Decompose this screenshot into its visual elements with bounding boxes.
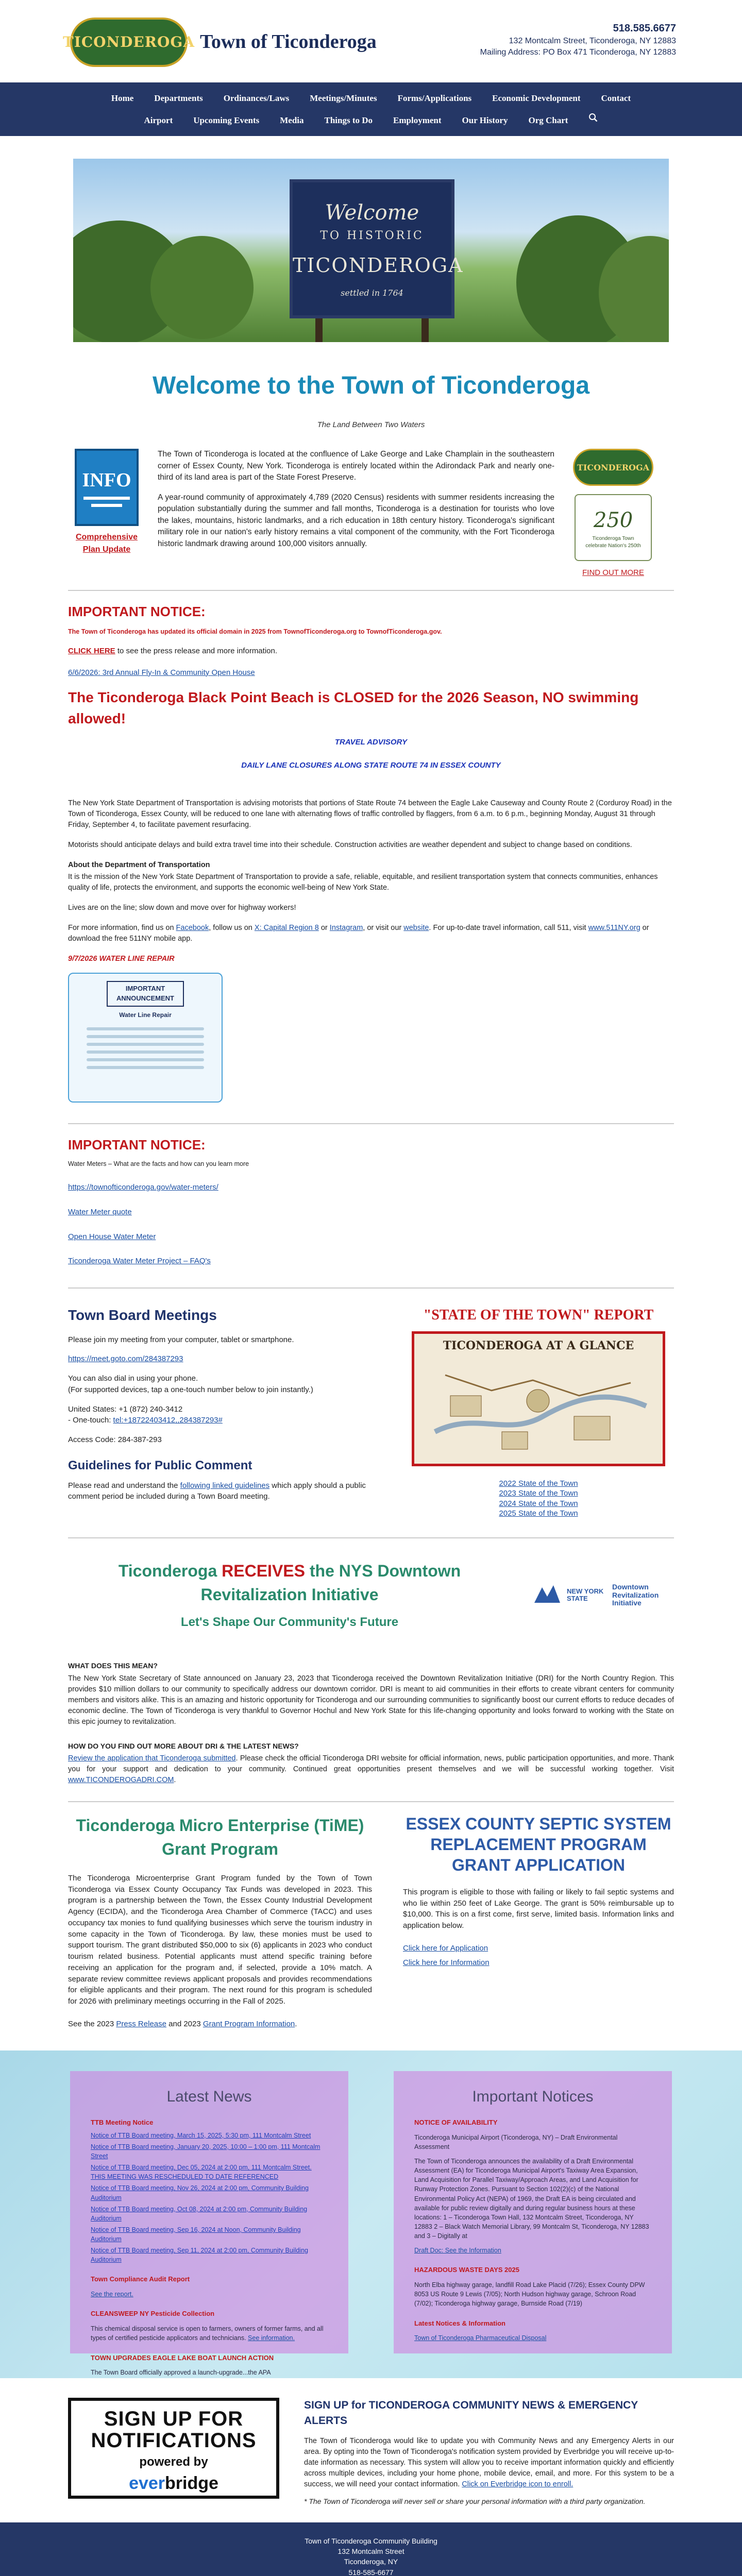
news-link[interactable]: Notice of TTB Board meeting, Sep 11, 2024 at 2:00 pm, Community Building Auditorium <box>91 2247 308 2264</box>
notice-title: IMPORTANT NOTICE: <box>68 604 206 620</box>
time-grant-paragraph: The Ticonderoga Microenterprise Grant Program funded by the Town of Town Ticonderoga via Essex County Occupancy Tax Funds was developed in 2023. This program is a partnership between the Town, the Essex County Industrial Development Agency (ECIDA), and the Ticonderoga Area Chamber of Commerce (TACC) and uses occupancy tax monies to fund qualifying businesses which serve the tourism industry in some capacity in the Town of Ticonderoga. By law, these monies must be used to support tourism. The grant distributed $50,000 to six (6) applicants in 2023 who conduct tourism related business. Potential applicants must attend specific training before receiving an application for the program and, if selected, provide a 10% match. A separate review committee reviews applicant proposals and provides recommendations for eligible applicants and their program. The next round for this program is scheduled for 2026 with preliminary meetings occurring in the Fall of 2025. <box>68 1873 372 2006</box>
sotr-2023-link[interactable]: 2023 State of the Town <box>499 1489 578 1498</box>
dot5-text: or <box>318 924 330 933</box>
list-item <box>91 2183 328 2202</box>
nav-contact[interactable]: Contact <box>601 93 631 103</box>
beach-closed-notice: The Ticonderoga Black Point Beach is CLOSED for the 2026 Season, NO swimming allowed! <box>68 689 639 726</box>
info-bar <box>83 497 130 500</box>
airport-ea-text: The Town of Ticonderoga announces the availability of a Draft Environmental Assessment (EA) for Ticonderoga Municipal Airport's Taxiway Area Expansion, Land Acquisition for Parallel Taxiway/Approach Areas, and Land Acquisition for Runway Protection Zones. Pursuant to Section 102(2)(c) of the National Environmental Policy Act (NEPA) of 1969, the Draft EA is being circulated and available for public review digitally and during regular business hours at these locations: 1 – Ticonderoga Town Hall, 132 Montcalm Street, Ticonderoga, NY 12883 2 – Black Watch Memorial Library, 99 Montcalm St, Ticonderoga, NY 12883 and 3 – Digitally at <box>414 2158 649 2240</box>
info-column <box>68 449 145 579</box>
public-comment-text <box>68 1480 372 1503</box>
audit-report-link[interactable]: See the report. <box>91 2291 133 2298</box>
dot-paragraph-5 <box>68 923 674 944</box>
dri-header <box>68 1559 674 1632</box>
news-link[interactable]: Notice of TTB Board meeting, Dec 05, 2024 at 2:00 pm, 111 Montcalm Street. THIS MEETING WAS RESCHEDULED TO DATE REFERENCED <box>91 2164 312 2181</box>
ticonderoga-emblem: TICONDEROGA <box>573 449 653 486</box>
septic-grant-column <box>403 1814 674 2030</box>
nav-airport[interactable]: Airport <box>144 115 173 125</box>
latest-notices-heading: Latest Notices & Information <box>414 2319 505 2327</box>
dri-title <box>68 1559 511 1632</box>
town-board-one-touch <box>68 1415 372 1426</box>
water-meter-faq-link[interactable]: Ticonderoga Water Meter Project – FAQ's <box>68 1257 211 1266</box>
welcome-sign <box>290 179 464 318</box>
site-header <box>0 0 742 82</box>
site-title[interactable]: Town of Ticonderoga <box>200 31 377 53</box>
septic-application-link[interactable]: Click here for Application <box>403 1943 488 1953</box>
notice-title-2: IMPORTANT NOTICE: <box>68 1137 206 1153</box>
grants-section <box>68 1814 674 2030</box>
dri-section <box>68 1537 674 1802</box>
everbridge-section <box>68 2398 674 2522</box>
at-a-glance-map[interactable] <box>412 1331 665 1466</box>
divider <box>68 590 674 591</box>
nav-upcoming-events[interactable]: Upcoming Events <box>193 115 260 125</box>
airport-ea-title: Ticonderoga Municipal Airport (Ticonderoga, NY) – Draft Environmental Assessment <box>414 2133 618 2150</box>
dot5-text: or download the free 511NY mobile app. <box>68 924 649 943</box>
water-meters-subtitle: Water Meters – What are the facts and how can you learn more <box>68 1160 249 1167</box>
notice-section-2 <box>68 1136 674 1289</box>
time-links-end: . <box>295 2019 297 2028</box>
nav-row-1 <box>0 88 742 110</box>
time-links-pre: See the 2023 <box>68 2019 116 2028</box>
sotr-2022-link[interactable]: 2022 State of the Town <box>499 1479 578 1488</box>
latest-news-panel <box>70 2071 348 2377</box>
dri-subtitle: Let's Shape Our Community's Future <box>180 1615 399 1630</box>
footer-line: Town of Ticonderoga Community Building <box>305 2536 437 2545</box>
seal-sub: celebrate Nation's 250th <box>585 543 641 549</box>
time-links-mid: and 2023 <box>166 2019 203 2028</box>
click-here-line <box>68 646 674 657</box>
everbridge-logo-b: bridge <box>165 2473 218 2494</box>
footer-phone[interactable]: 518-585-6677 <box>348 2568 394 2576</box>
dri-application-link[interactable]: Review the application that Ticonderoga submitted <box>68 1754 236 1762</box>
list-item <box>91 2205 328 2223</box>
public-comment-post: which apply should a public comment period be included during a Town Board meeting. <box>68 1481 366 1501</box>
public-comment-title: Guidelines for Public Comment <box>68 1458 252 1472</box>
town-board-column <box>68 1305 372 1519</box>
septic-information-link[interactable]: Click here for Information <box>403 1958 490 1967</box>
sign-to-historic: TO HISTORIC <box>320 229 424 242</box>
boat-launch-heading: TOWN UPGRADES EAGLE LAKE BOAT LAUNCH ACTION <box>91 2353 274 2362</box>
everbridge-title: SIGN UP for TICONDEROGA COMMUNITY NEWS & EMERGENCY ALERTS <box>304 2399 638 2427</box>
important-notices-title: Important Notices <box>472 2088 594 2105</box>
intro-paragraph-2: A year-round community of approximately 4,789 (2020 Census) residents with summer residents increasing the population substantially during the summer and fall months, Ticonderoga is a destination for tourists who love the lakes, mountains, historic landmarks, and a rich education in 18th century history. Ticonderoga's significant military role in our nation's early history remains a vital component of the community, with the Fort Ticonderoga historic landmark drawing around 100,000 visitors annually. <box>158 493 554 548</box>
info-icon[interactable] <box>75 449 139 526</box>
list-item <box>91 2246 328 2264</box>
dri-how-paragraph <box>68 1753 674 1786</box>
everbridge-signup-banner[interactable] <box>68 2398 279 2499</box>
ttb-meeting-heading: TTB Meeting Notice <box>91 2119 154 2126</box>
boat-launch-text: The Town Board officially approved a launch-upgrade...the APA <box>91 2369 271 2377</box>
info-label: INFO <box>82 469 131 491</box>
important-notices-panel <box>394 2071 672 2353</box>
info-bar <box>91 504 122 507</box>
list-item <box>91 2142 328 2161</box>
public-comment-pre: Please read and understand the <box>68 1481 180 1490</box>
cleansweep-text <box>91 2324 328 2343</box>
state-of-town-column <box>403 1305 674 1519</box>
list-item <box>91 2131 328 2140</box>
list-item <box>91 2225 328 2244</box>
everbridge-desc: The Town of Ticonderoga would like to update you with Community News and any Emergency Alerts in our area. By opting into the Town of Ticonderoga's notification system provided by Everbridge you will receive up-to-date information as necessary. This system will allow you to receive important information quickly and efficiently across multiple devices, including your home phone, mobile device, email, and more. For this system to be a success, we will need your contact information. <box>304 2437 674 2489</box>
announcement-card[interactable] <box>68 973 223 1103</box>
cleansweep-heading: CLEANSWEEP NY Pesticide Collection <box>91 2310 215 2318</box>
tree-shape <box>150 236 254 339</box>
one-touch-link[interactable]: tel:+18722403412,,284387293# <box>113 1416 223 1425</box>
divider <box>68 1537 674 1538</box>
latest-news-title: Latest News <box>166 2088 252 2105</box>
dri-logo-ny: NEW YORK STATE <box>567 1587 604 1603</box>
everbridge-paragraph <box>304 2436 674 2490</box>
seal-250[interactable] <box>575 494 652 561</box>
click-here-rest: to see the press release and more information. <box>115 646 278 655</box>
intro-section <box>68 449 674 579</box>
dri-logo[interactable] <box>532 1582 669 1608</box>
divider <box>68 1801 674 1802</box>
everbridge-l2: NOTIFICATIONS <box>91 2429 257 2452</box>
facebook-link[interactable]: Facebook <box>176 924 209 933</box>
time-grant-column <box>68 1814 372 2030</box>
sign-welcome: Welcome <box>325 201 419 225</box>
hero-image <box>73 159 669 342</box>
nav-media[interactable]: Media <box>280 115 304 125</box>
intro-paragraph-1: The Town of Ticonderoga is located at the confluence of Lake George and Lake Champlain in the southeastern corner of Essex County, New York. Ticonderoga is entirely located within the Adirondack Park and nearly one-third of its land area is part of the State Forest Preserve. <box>158 450 554 482</box>
dri-how-text: . Please check the official Ticonderoga DRI website for official information, news, public participation opportunities, and more. Thank you for your support and dedication to your community. Continued great opportunities present themselves and we will be successful working together. Visit <box>68 1754 674 1773</box>
news-link[interactable]: Notice of TTB Board meeting, Oct 08, 2024 at 2:00 pm, Community Building Auditorium <box>91 2205 308 2222</box>
welcome-title: Welcome to the Town of Ticonderoga <box>152 372 590 399</box>
dot-paragraph-1: The New York State Department of Transportation is advising motorists that portions of State Route 74 between the Eagle Lake Causeway and County Route 2 (Corduroy Road) in the Town of Ticonderoga, Essex County, will be reduced to one lane with alternating flows of traffic controlled by flaggers, from 6 a.m. to 6 p.m., beginning Monday, August 31 through Friday, September 4, to facilitate pavement resurfacing. <box>68 799 672 829</box>
town-board-p1: Please join my meeting from your computer, tablet or smartphone. <box>68 1335 294 1344</box>
dri-what-heading: WHAT DOES THIS MEAN? <box>68 1662 158 1670</box>
notice-section-1 <box>68 590 674 1124</box>
dot5-text: For more information, find us on <box>68 924 176 933</box>
nav-economic-development[interactable]: Economic Development <box>492 93 581 103</box>
divider <box>68 1123 674 1124</box>
nav-home[interactable]: Home <box>111 93 134 103</box>
hazardous-waste-text: North Elba highway garage, landfill Road Lake Placid (7/26); Essex County DPW 8053 US Route 9 Lewis (7/05); North Hudson highway garage, Schroon Road (7/02); Ticonderoga highway garage, Burnside Road (7/19) <box>414 2281 645 2308</box>
access-code: Access Code: 284-387-293 <box>68 1435 162 1445</box>
water-line-repair-title: 9/7/2026 WATER LINE REPAIR <box>68 955 175 963</box>
nav-employment[interactable]: Employment <box>393 115 442 125</box>
lane-closure-title: DAILY LANE CLOSURES ALONG STATE ROUTE 74 IN ESSEX COUNTY <box>241 761 501 770</box>
press-release-link[interactable]: Press Release <box>116 2019 166 2028</box>
instagram-link[interactable]: Instagram <box>329 924 363 933</box>
septic-grant-paragraph: This program is eligible to those with failing or likely to fail septic systems and who lie within 250 feet of Lake George. The grant is 50% reimbursable up to $10,000. This is on a first come, first serve, limited basis. Information links and application below. <box>403 1887 674 1930</box>
open-house-water-meter-link[interactable]: Open House Water Meter <box>68 1232 156 1241</box>
header-mailing: Mailing Address: PO Box 471 Ticonderoga, NY 12883 <box>480 47 676 57</box>
logo-text: TICONDEROGA <box>62 33 195 50</box>
town-board-p3: (For supported devices, tap a one-touch number below to join instantly.) <box>68 1385 313 1394</box>
at-a-glance-title: TICONDEROGA AT A GLANCE <box>443 1338 634 1352</box>
grant-program-info-link[interactable]: Grant Program Information <box>203 2019 295 2028</box>
town-board-p2: You can also dial in using your phone. <box>68 1374 198 1383</box>
state-of-town-links <box>403 1479 674 1519</box>
guidelines-link[interactable]: following linked guidelines <box>180 1481 270 1490</box>
dri-logo-icon <box>532 1582 563 1608</box>
cleansweep-desc: This chemical disposal service is open to farmers, owners of former farms, and all types of certified pesticide applicators and technicians. <box>91 2325 324 2342</box>
dri-title-a: Ticonderoga <box>118 1561 222 1580</box>
header-contact <box>480 22 676 58</box>
click-here-link[interactable]: CLICK HERE <box>68 646 115 655</box>
main-nav <box>0 82 742 136</box>
news-notices-band <box>0 2050 742 2378</box>
everbridge-logo-a: ever <box>129 2473 165 2494</box>
divider <box>68 1287 674 1289</box>
draft-doc-link[interactable]: Draft Doc: See the Information <box>414 2247 501 2255</box>
site-footer <box>0 2522 742 2576</box>
dri-how-end: . <box>174 1775 176 1784</box>
pharmaceutical-disposal-link[interactable]: Town of Ticonderoga Pharmaceutical Disposal <box>414 2334 547 2342</box>
sotr-2024-link[interactable]: 2024 State of the Town <box>499 1499 578 1508</box>
one-touch-label: - One-touch: <box>68 1416 113 1425</box>
everbridge-note: * The Town of Ticonderoga will never sell or share your personal information with a third party organization. <box>304 2497 646 2506</box>
dri-logo-dd: Downtown Revitalization Initiative <box>612 1583 659 1607</box>
everbridge-text-column <box>304 2398 674 2507</box>
nav-forms[interactable]: Forms/Applications <box>397 93 472 103</box>
dri-how-heading: HOW DO YOU FIND OUT MORE ABOUT DRI & THE LATEST NEWS? <box>68 1741 299 1750</box>
ttb-meeting-list <box>91 2131 328 2265</box>
dot5-text: . For up-to-date travel information, call 511, visit <box>429 924 588 933</box>
everbridge-logo-text <box>71 2471 276 2496</box>
nav-row-2 <box>0 110 742 132</box>
state-of-town-title: "STATE OF THE TOWN" REPORT <box>423 1307 654 1324</box>
nav-meetings[interactable]: Meetings/Minutes <box>310 93 377 103</box>
domain-notice: The Town of Ticonderoga has updated its official domain in 2025 from TownofTiconderoga.org to TownofTiconderoga.gov. <box>68 628 442 635</box>
news-link[interactable]: Notice of TTB Board meeting, March 15, 2025, 5:30 pm, 111 Montcalm Street <box>91 2131 311 2139</box>
nav-ordinances[interactable]: Ordinances/Laws <box>223 93 290 103</box>
sign-town: TICONDEROGA <box>293 253 464 277</box>
comprehensive-plan-link[interactable]: Comprehensive Plan Update <box>75 533 138 554</box>
nav-departments[interactable]: Departments <box>154 93 203 103</box>
nav-things-to-do[interactable]: Things to Do <box>324 115 373 125</box>
town-board-phone: United States: +1 (872) 240-3412 <box>68 1404 183 1414</box>
fly-in-event-link[interactable]: 6/6/2026: 3rd Annual Fly-In & Community Open House <box>68 668 255 677</box>
seal-caption: Ticonderoga Town <box>592 535 634 541</box>
dot-paragraph-4: Lives are on the line; slow down and move over for highway workers! <box>68 904 296 912</box>
hazardous-waste-heading: HAZARDOUS WASTE DAYS 2025 <box>414 2266 519 2274</box>
dot-heading: About the Department of Transportation <box>68 861 210 870</box>
emblem-column <box>567 449 660 579</box>
meetings-section <box>68 1305 674 1519</box>
availability-heading: NOTICE OF AVAILABILITY <box>414 2119 498 2126</box>
sotr-2025-link[interactable]: 2025 State of the Town <box>499 1509 578 1518</box>
511ny-link[interactable]: www.511NY.org <box>588 924 640 933</box>
find-out-more-link[interactable]: FIND OUT MORE <box>582 568 644 578</box>
intro-text <box>158 449 554 579</box>
dri-title-b: the NYS Downtown Revitalization Initiative <box>200 1561 461 1604</box>
list-item <box>91 2163 328 2181</box>
news-link[interactable]: Notice of TTB Board meeting, Nov 26, 2024 at 2:00 pm, Community Building Auditorium <box>91 2184 309 2201</box>
dot-paragraph-2: Motorists should anticipate delays and build extra travel time into their schedule. Construction activities are weather dependent and subject to change based on conditions. <box>68 841 632 850</box>
everbridge-l3: powered by <box>139 2454 208 2469</box>
time-grant-links <box>68 2019 372 2030</box>
dot-paragraph-3: It is the mission of the New York State Department of Transportation to provide a safe, reliable, equitable, and resilient transportation system that connects communities, enhances quality of life, protects the environment, and supports the economic well-being of New York State. <box>68 873 658 892</box>
dot5-text: , follow us on <box>209 924 255 933</box>
water-meter-links <box>68 1182 674 1267</box>
nav-org-chart[interactable]: Org Chart <box>528 115 568 125</box>
logo-area[interactable] <box>62 18 377 67</box>
water-meter-quote-link[interactable]: Water Meter quote <box>68 1207 132 1216</box>
dri-what-paragraph: The New York State Secretary of State announced on January 23, 2023 that Ticonderoga received the Downtown Revitalization Initiative (DRI) for the North Country Region. This provides $10 million dollars to our community to specifically address our downtown corridor. DRI is meant to aid communities in their efforts to create vibrant centers for community members and visitors alike. This is an amazing and historic opportunity for Ticonderoga and our surrounding communities to significantly boost our current efforts to reduce decades of economic decline. The Town of Ticonderoga is very thankful to Governor Hochul and New York State for this life-changing opportunity and looks forward to working with the State on this epic journey to revitalization. <box>68 1674 674 1726</box>
time-grant-title: Ticonderoga Micro Enterprise (TiME) Grant Program <box>76 1816 364 1859</box>
search-icon[interactable] <box>578 110 608 132</box>
website-link[interactable]: website <box>403 924 429 933</box>
sign-settled: settled in 1764 <box>341 287 403 298</box>
nav-our-history[interactable]: Our History <box>462 115 508 125</box>
seal-number: 250 <box>593 508 633 532</box>
goto-meeting-link[interactable]: https://meet.goto.com/284387293 <box>68 1354 183 1364</box>
welcome-tagline: The Land Between Two Waters <box>317 420 425 429</box>
header-address: 132 Montcalm Street, Ticonderoga, NY 12883 <box>509 37 676 45</box>
water-meters-url-link[interactable]: https://townofticonderoga.gov/water-meters/ <box>68 1183 218 1192</box>
everbridge-l1: SIGN UP FOR <box>104 2407 244 2430</box>
news-link[interactable]: Notice of TTB Board meeting, Sep 16, 2024 at Noon, Community Building Auditorium <box>91 2226 301 2243</box>
cleansweep-link[interactable]: See information. <box>248 2334 295 2342</box>
x-link[interactable]: X: Capital Region 8 <box>254 924 319 933</box>
footer-line: 132 Montcalm Street <box>338 2547 404 2556</box>
header-phone[interactable]: 518.585.6677 <box>613 23 676 34</box>
audit-heading: Town Compliance Audit Report <box>91 2275 190 2283</box>
news-link[interactable]: Notice of TTB Board meeting, January 20, 2025, 10:00 – 1:00 pm, 111 Montcalm Street <box>91 2143 321 2160</box>
map-illustration <box>414 1334 663 1464</box>
town-logo[interactable] <box>62 18 195 67</box>
septic-grant-title: ESSEX COUNTY SEPTIC SYSTEM REPLACEMENT PROGRAM GRANT APPLICATION <box>406 1814 671 1874</box>
everbridge-enroll-link[interactable]: Click on Everbridge icon to enroll. <box>462 2480 574 2489</box>
announcement-card-title: IMPORTANT ANNOUNCEMENT <box>107 981 184 1007</box>
announcement-card-lines <box>76 1027 214 1069</box>
travel-advisory: TRAVEL ADVISORY <box>334 737 408 747</box>
town-board-title: Town Board Meetings <box>68 1307 217 1324</box>
dri-website-link[interactable]: www.TICONDEROGADRI.COM <box>68 1775 174 1784</box>
dot5-text: , or visit our <box>363 924 404 933</box>
footer-line: Ticonderoga, NY <box>344 2557 398 2566</box>
dri-title-receives: RECEIVES <box>222 1561 305 1580</box>
announcement-card-sub: Water Line Repair <box>119 1011 172 1019</box>
